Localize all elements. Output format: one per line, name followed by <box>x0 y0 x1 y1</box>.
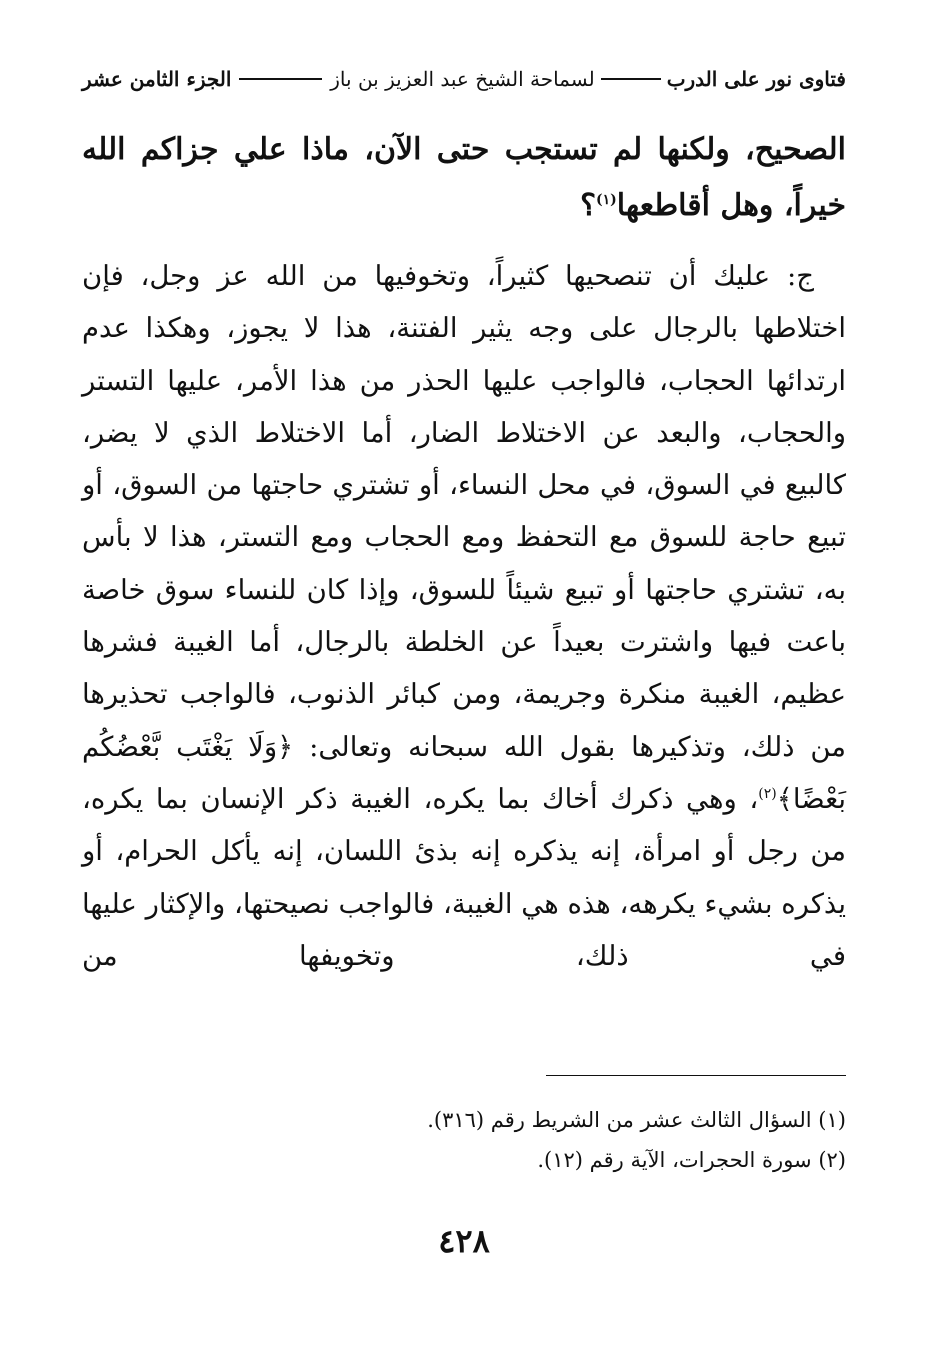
answer-body-part2: ، وهي ذكرك أخاك بما يكره، الغيبة ذكر الإنسان بما يكره، من رجل أو امرأة، إنه يذكره إنه بذئ اللسان، إنه يأكل الحرام، أو يذكره بشيء يكرهه، هذه هي الغيبة، فالواجب نصيحتها، والإكثار عليها في ذلك، وتخويفها من <box>82 782 846 972</box>
part-label: الجزء الثامن عشر <box>82 67 232 91</box>
footnote-item: (٢) سورة الحجرات، الآية رقم (١٢). <box>537 1148 846 1172</box>
running-header <box>82 64 846 94</box>
answer-body-part1: عليك أن تنصحيها كثيراً، وتخوفيها من الله عز وجل، فإن اختلاطها بالرجال على وجه يثير الفتنة، هذا لا يجوز، وهكذا عدم ارتدائها الحجاب، فالواجب عليها الحذر من هذا الأمر، عليها التستر والحجاب، والبعد عن الاختلاط الضار، أما الاختلاط الذي لا يضر، كالبيع في السوق، في محل النساء، أو تشتري حاجتها من السوق، أو تبيع حاجة للسوق مع التحفظ ومع الحجاب ومع التستر، هذا لا بأس به، تشتري حاجتها أو تبيع شيئاً للسوق، وإذا كان للنساء سوق خاصة باعت فيها واشترت بعيداً عن الخلطة بالرجال، أما الغيبة فشرها عظيم، الغيبة منكرة وجريمة، ومن كبائر الذنوب، فالواجب تحذيرها من ذلك، وتذكيرها بقول الله سبحانه وتعالى: <box>82 260 846 763</box>
page-number: ٤٢٨ <box>438 1222 490 1260</box>
book-page <box>82 0 846 1363</box>
footnote-divider <box>546 1075 846 1076</box>
footnotes <box>82 1100 846 1180</box>
quran-verse: ﴿وَلَا يَغْتَب بَّعْضُكُم بَعْضًا﴾ <box>82 730 846 815</box>
answer-prefix: ج: <box>786 260 814 292</box>
footnote-ref-1: (١) <box>596 192 617 208</box>
question-mark: ؟ <box>580 188 596 223</box>
question-text <box>82 122 846 234</box>
footnote-item: (١) السؤال الثالث عشر من الشريط رقم (٣١٦). <box>427 1108 846 1132</box>
question-body: الصحيح، ولكنها لم تستجب حتى الآن، ماذا علي جزاكم الله خيراً، وهل أقاطعها <box>82 132 846 223</box>
answer-text <box>82 250 846 982</box>
header-rule-long <box>239 78 322 80</box>
book-title: فتاوى نور على الدرب <box>666 67 846 91</box>
footnote-ref-2: (٢) <box>758 785 777 802</box>
author-name: لسماحة الشيخ عبد العزيز بن باز <box>330 67 595 91</box>
header-rule <box>601 78 661 80</box>
